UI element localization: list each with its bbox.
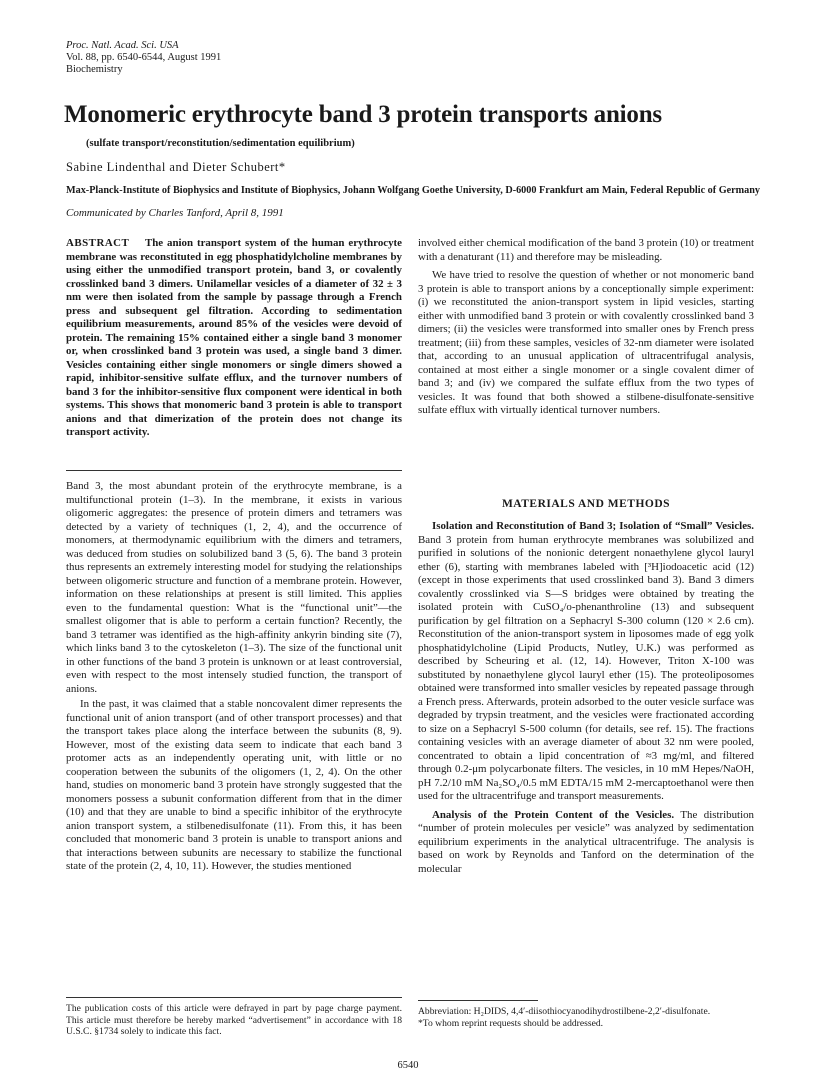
run-in-heading: Isolation and Reconstitution of Band 3; Isolation of “Small” Vesicles. <box>432 520 754 532</box>
run-in-heading: Analysis of the Protein Content of the Vesicles. <box>432 808 675 821</box>
intro-paragraph: In the past, it was claimed that a stable noncovalent dimer represents the functional unit of anion transport (and of other transport processes) and that the transport takes place along the interface between the subunits (8, 9). However, most of the existing data seem to indicate that each band 3 protomer acts as an independently operating unit, with little or no cooperation between the subunits of the oligomers (1, 2, 4). On the other hand, studies on monomeric band 3 protein have strongly suggested that the monomers possess a subunit conformation different from that in the dimer (10) and that they are unable to bind a specific inhibitor of the erythrocyte anion transport system, a stilbenedisulfonate (11). From this, it has been concluded that monomeric band 3 protein is unable to transport anions and that interactions between subunits are necessary to stabilize the functional state of the protein (2, 4, 10, 11). However, the studies mentioned <box>66 698 402 872</box>
abstract-text: The anion transport system of the human erythrocyte membrane was reconstituted in egg phosphatidylcholine membranes by using either the unmodified transport protein, band 3, or covalently crosslinked band 3 dimers. Unilamellar vesicles of a diameter of 32 ± 3 nm were then isolated from the sample by passage through a French press and subsequent gel filtration. According to sedimentation equilibrium measurements, around 85% of the vesicles were devoid of protein. The remaining 15% contained either a single band 3 monomer or, when crosslinked band 3 protein was used, a single band 3 dimer. Vesicles containing either single monomers or single dimers showed a rapid, inhibitor-sensitive sulfate efflux, and the turnover numbers of band 3 for the inhibitor-sensitive flux component were identical in both systems. This shows that monomeric band 3 protein is able to transport anions and that dimerization of the protein does not change its transport activity. <box>66 237 403 438</box>
article-title: Monomeric erythrocyte band 3 protein transports anions <box>64 101 662 128</box>
methods-section <box>418 520 754 876</box>
abstract-divider <box>66 470 402 471</box>
section-heading-methods: MATERIALS AND METHODS <box>501 498 671 510</box>
publication-cost-footnote: The publication costs of this article were defrayed in part by page charge payment. This article must therefore be hereby marked “advertisement” in accordance with 18 U.S.C. §1734 solely to indicate this fact. <box>66 1003 402 1037</box>
abstract <box>66 237 402 440</box>
abbreviation-footnote: Abbreviation: H₂DIDS, 4,4′-diisothiocyanodihydrostilbene-2,2′-disulfonate. <box>418 1006 711 1017</box>
intro-paragraph: We have tried to resolve the question of whether or not monomeric band 3 protein is able to transport anions by a conceptionally simple experiment: (i) we reconstituted the anion-transport system in lipid vesicles, starting either with unmodified band 3 protein or with covalently crosslinked band 3 dimers; (ii) the vesicles were transformed into smaller ones by French press treatment; (iii) from these samples, vesicles of 32-nm diameter were isolated that, according to an unusual application of ultracentrifugal analysis, contained at most either a single monomer or a single covalent dimer of band 3; and (iv) we compared the sulfate efflux from the two types of vesicles. It was found that both showed a stilbene-disulfonate-sensitive sulfate efflux with virtually identical turnover numbers. <box>418 269 754 416</box>
intro-paragraph: involved either chemical modification of the band 3 protein (10) or treatment with a denaturant (11) and therefore may be misleading. <box>418 237 754 263</box>
journal-volume: Vol. 88, pp. 6540-6544, August 1991 <box>66 52 222 63</box>
introduction-continued <box>418 237 754 418</box>
journal-header <box>66 40 221 76</box>
methods-paragraph <box>418 520 754 804</box>
paragraph-text: The distribution “number of protein molecules per vesicle” was analyzed by sedimentation equilibrium experiments in the analytical ultracentrifuge. The analysis is based on work by Reynolds and Tanford on the determination of the molecular <box>418 808 754 875</box>
abstract-label: ABSTRACT <box>66 237 130 249</box>
page-number: 6540 <box>397 1060 419 1071</box>
footnote-divider <box>418 1000 538 1001</box>
keywords: (sulfate transport/reconstitution/sedimentation equilibrium) <box>86 138 355 149</box>
affiliation: Max-Planck-Institute of Biophysics and Institute of Biophysics, Johann Wolfgang Goethe University, D-6000 Frankfurt am Main, Federal Republic of Germany <box>66 185 760 196</box>
footnote-divider <box>66 997 402 998</box>
reprint-footnote: *To whom reprint requests should be addressed. <box>418 1017 604 1029</box>
communicated-by: Communicated by Charles Tanford, April 8, 1991 <box>66 207 284 219</box>
intro-paragraph: Band 3, the most abundant protein of the erythrocyte membrane, is a multifunctional protein (1–3). In the membrane, it exists in various oligomeric aggregates: the presence of protein dimers and tetramers was detected by a variety of techniques (1, 2, 4), and the occurrence of monomers, at thermodynamic equilibrium with the dimers and tetramers, was deduced from studies on solubilized band 3 (5, 6). The band 3 protein thus represents an extremely interesting model for studying the relationships between oligomeric structure and function of a membrane protein. However, information on these relationships at present is still limited. This applies even to the fundamental question: What is the “functional unit”—the smallest oligomer that is able to perform a certain function? Recently, the band 3 tetramer was identified as the high-affinity ankyrin binding site (7), which links band 3 to the cytoskeleton (1–3). The size of the functional unit in other functions of the band 3 protein is unknown or at least controversial, even with respect to the most intensely studied function, the transport of anions. <box>66 480 402 695</box>
authors: Sabine Lindenthal and Dieter Schubert* <box>66 160 286 174</box>
methods-paragraph <box>418 809 754 877</box>
footnotes <box>418 1006 754 1029</box>
paragraph-text: Band 3 protein from human erythrocyte membranes was solubilized and purified in solutions of the nonionic detergent nonaethylene glycol lauryl ether (6), starting with membranes labeled with [³H]iodoacetic acid (12) (except in those experiments that used crosslinked band 3). Band 3 dimers covalently crosslinked via S—S bridges were obtained by treating the isolated protein with CuSO₄/o-phenanthroline (13) and subsequent purification by gel filtration on a Sephacryl S-300 column (120 × 2.6 cm). Reconstitution of the anion-transport system in liposomes made of egg yolk phosphatidylcholine (Lipid Products, Nutley, U.K.) was performed as described by Scheuring et al. (12, 14). However, Triton X-100 was substituted by nonaethylene glycol lauryl ether (15). The proteoliposomes obtained were transformed into smaller vesicles by repeated passage through a French press. Afterwards, protein adsorbed to the outer vesicle surface was degraded by trypsin treatment, and the vesicles were fractionated according to size on a Sephacryl S-500 column (for details, see ref. 15). The fractions containing vesicles with an average diameter of about 32 nm were pooled, concentrated to obtain a lipid concentration of ≈3 mg/ml, and filtered through 0.2-μm polycarbonate filters. The vesicles, in 10 mM Hepes/NaOH, pH 7.2/10 mM Na₂SO₄/0.5 mM EDTA/15 mM 2-mercaptoethanol were then used for the ultracentrifuge and transport measurements. <box>418 533 754 802</box>
journal-section: Biochemistry <box>66 64 123 75</box>
journal-name: Proc. Natl. Acad. Sci. USA <box>66 40 179 51</box>
introduction <box>66 480 402 874</box>
